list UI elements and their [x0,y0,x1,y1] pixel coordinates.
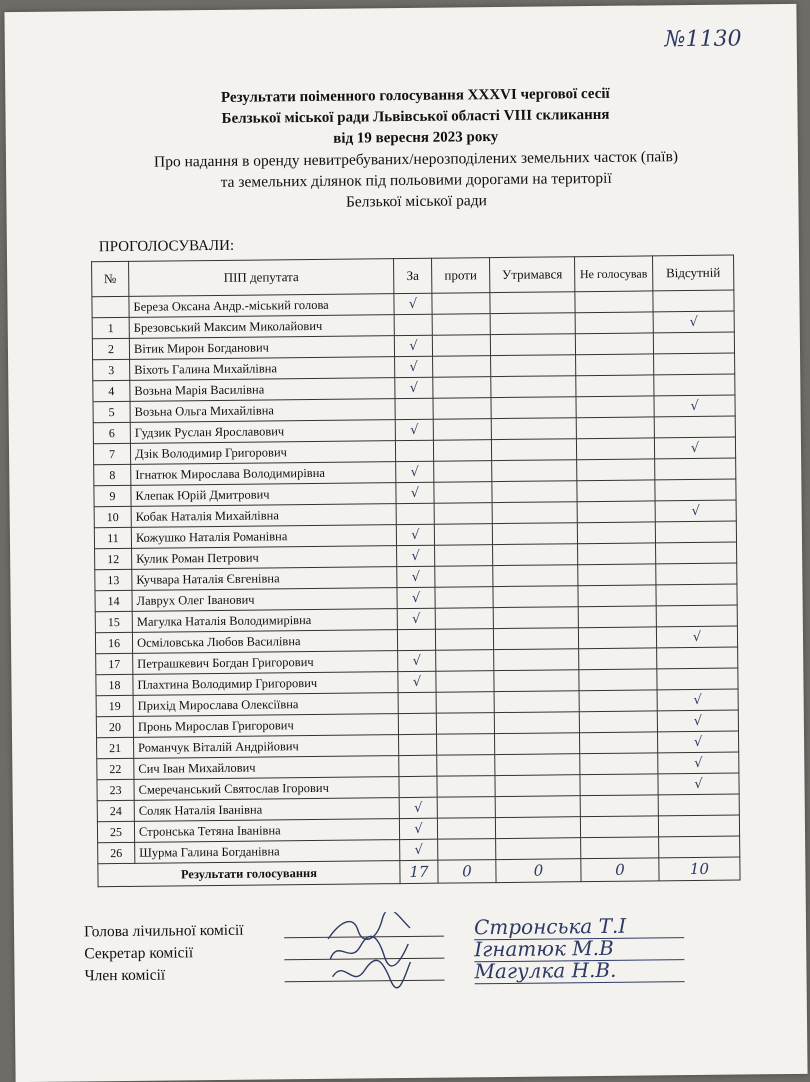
signature-name: Магулка Н.В. [474,957,684,984]
vote-ne-holosuvav-mark [580,795,658,817]
vote-ne-holosuvav-mark [581,837,659,859]
title-line: Результати поіменного голосування XXXVI чергової сесії [220,85,610,106]
vote-vidsutnii-mark [654,374,735,396]
col-header-za: За [394,258,432,293]
vote-vidsutnii-mark [656,605,737,627]
vote-ne-holosuvav-mark [575,291,653,313]
deputy-name: Прихід Мирослава Олексіївна [133,693,398,717]
vote-proty-mark [435,566,493,588]
deputy-name: Плахтина Володимир Григорович [133,672,398,696]
vote-proty-mark [435,629,493,651]
vote-utrymavsia-mark [491,355,576,377]
subject-line: та земельних ділянок під польовими дорогами на території [220,169,612,191]
vote-ne-holosuvav-mark [576,417,654,439]
vote-utrymavsia-mark [491,376,576,398]
vote-proty-mark [433,398,491,420]
vote-za-mark: √ [395,356,433,377]
vote-za-mark: √ [399,818,437,839]
vote-ne-holosuvav-mark [579,690,657,712]
vote-ne-holosuvav-mark [578,564,656,586]
vote-vidsutnii-mark [655,479,736,501]
deputy-name: Кобак Наталія Михайлівна [131,504,396,528]
vote-ne-holosuvav-mark [578,627,656,649]
vote-ne-holosuvav-mark [580,774,658,796]
deputy-name: Лаврух Олег Іванович [132,588,397,612]
vote-ne-holosuvav-mark [577,522,655,544]
vote-za-mark: √ [395,377,433,398]
vote-proty-mark [436,650,494,672]
row-number: 8 [94,464,131,485]
vote-vidsutnii-mark [653,332,734,354]
vote-ne-holosuvav-mark [579,669,657,691]
vote-utrymavsia-mark [491,418,576,440]
deputy-name: Соляк Наталія Іванівна [134,798,399,822]
deputy-name: Осміловська Любов Василівна [132,630,397,654]
row-number: 19 [96,695,133,716]
total-vidsutnii: 10 [659,857,740,881]
row-number: 25 [97,821,134,842]
vote-utrymavsia-mark [496,838,581,860]
vote-proty-mark [433,356,491,378]
vote-vidsutnii-mark [659,836,740,858]
deputy-name: Кожушко Наталія Романівна [131,525,396,549]
row-number: 15 [95,611,132,632]
vote-vidsutnii-mark [656,542,737,564]
row-number: 6 [93,422,130,443]
col-header-proty: проти [432,258,490,294]
title-line: Белзької міської ради Львівської області VIII скликання [221,106,610,127]
row-number: 3 [93,359,130,380]
document-number: №1130 [664,26,742,53]
row-number: 1 [92,317,129,338]
vote-proty-mark [436,692,494,714]
vote-vidsutnii-mark [657,647,738,669]
vote-za-mark: √ [396,461,434,482]
vote-proty-mark [435,587,493,609]
deputy-name: Смеречанський Святослав Ігорович [134,777,399,801]
vote-ne-holosuvav-mark [579,732,657,754]
row-number: 10 [94,506,131,527]
vote-proty-mark [434,524,492,546]
signatures-block [83,913,765,989]
vote-za-mark [396,503,434,524]
row-number: 2 [92,338,129,359]
deputy-name: Возьна Марія Василівна [130,378,395,402]
signature-name: Ігнатюк М.В [474,935,684,962]
vote-za-mark: √ [395,419,433,440]
vote-utrymavsia-mark [493,628,578,650]
row-number [92,296,129,317]
subject-line: Белзької міської ради [345,192,487,211]
row-number: 4 [93,380,130,401]
vote-utrymavsia-mark [495,754,580,776]
vote-proty-mark [433,377,491,399]
deputy-name: Петрашкевич Богдан Григорович [133,651,398,675]
vote-vidsutnii-mark: √ [654,395,735,417]
total-ne-holosuvav: 0 [581,858,659,882]
vote-proty-mark [437,818,495,840]
vote-proty-mark [436,713,494,735]
title-line: від 19 вересня 2023 року [333,129,499,147]
vote-utrymavsia-mark [490,292,575,314]
vote-ne-holosuvav-mark [577,459,655,481]
total-utrymavsia: 0 [496,859,581,883]
deputy-name: Клепак Юрій Дмитрович [131,483,396,507]
vote-utrymavsia-mark [492,481,577,503]
row-number: 14 [95,590,132,611]
vote-ne-holosuvav-mark [576,375,654,397]
vote-za-mark [397,629,435,650]
vote-ne-holosuvav-mark [576,396,654,418]
vote-utrymavsia-mark [491,397,576,419]
vote-ne-holosuvav-mark [575,312,653,334]
vote-utrymavsia-mark [495,817,580,839]
deputy-name: Романчук Віталій Андрійович [134,735,399,759]
vote-vidsutnii-mark: √ [654,437,735,459]
row-number: 17 [96,653,133,674]
vote-za-mark: √ [397,545,435,566]
vote-utrymavsia-mark [494,649,579,671]
signature-scrawl-icon [324,956,414,991]
vote-vidsutnii-mark [655,521,736,543]
vote-proty-mark [433,440,491,462]
row-number: 23 [97,779,134,800]
vote-utrymavsia-mark [495,775,580,797]
row-number: 7 [93,443,130,464]
vote-ne-holosuvav-mark [577,501,655,523]
vote-utrymavsia-mark [490,334,575,356]
vote-utrymavsia-mark [492,523,577,545]
vote-za-mark [399,734,437,755]
vote-za-mark: √ [396,482,434,503]
deputy-name: Стронська Тетяна Іванівна [134,819,399,843]
vote-utrymavsia-mark [493,544,578,566]
col-header-no: № [92,261,129,296]
col-header-utrymavsia: Утримався [490,257,575,293]
vote-vidsutnii-mark [658,794,739,816]
vote-za-mark: √ [394,335,432,356]
row-number: 16 [95,632,132,653]
deputy-name: Ігнатюк Мирослава Володимирівна [131,462,396,486]
vote-ne-holosuvav-mark [580,816,658,838]
row-number: 20 [96,716,133,737]
vote-proty-mark [437,734,495,756]
signature-role: Член комісії [84,966,166,985]
vote-ne-holosuvav-mark [576,354,654,376]
vote-proty-mark [432,335,490,357]
row-number: 26 [98,842,135,863]
vote-vidsutnii-mark [657,668,738,690]
vote-ne-holosuvav-mark [578,606,656,628]
vote-vidsutnii-mark: √ [658,773,739,795]
vote-table [91,255,741,888]
signature-role: Голова лічильної комісії [83,921,244,941]
vote-za-mark [398,713,436,734]
vote-vidsutnii-mark: √ [657,731,738,753]
vote-proty-mark [437,797,495,819]
subject-line: Про надання в оренду невитребуваних/нерозподілених земельних часток (паїв) [153,148,679,171]
vote-vidsutnii-mark [656,584,737,606]
vote-ne-holosuvav-mark [579,711,657,733]
vote-proty-mark [434,482,492,504]
deputy-name: Кулик Роман Петрович [132,546,397,570]
vote-ne-holosuvav-mark [580,753,658,775]
vote-za-mark [398,692,436,713]
document-page [4,4,807,1082]
vote-ne-holosuvav-mark [576,438,654,460]
vote-utrymavsia-mark [493,607,578,629]
vote-vidsutnii-mark [658,815,739,837]
vote-vidsutnii-mark [653,290,734,312]
total-za: 17 [400,860,438,883]
row-number: 11 [94,527,131,548]
vote-za-mark: √ [397,587,435,608]
signature-name: Стронська Т.І [474,913,684,940]
vote-vidsutnii-mark [654,353,735,375]
row-number: 9 [94,485,131,506]
row-number: 21 [97,737,134,758]
row-number: 24 [97,800,134,821]
vote-utrymavsia-mark [494,670,579,692]
vote-utrymavsia-mark [492,502,577,524]
deputy-name: Сич Іван Михайлович [134,756,399,780]
vote-za-mark [394,314,432,335]
vote-proty-mark [434,503,492,525]
vote-za-mark: √ [397,566,435,587]
signature-role: Секретар комісії [84,944,194,963]
vote-ne-holosuvav-mark [578,543,656,565]
vote-utrymavsia-mark [494,691,579,713]
vote-za-mark: √ [397,608,435,629]
vote-proty-mark [438,839,496,861]
vote-proty-mark [435,545,493,567]
row-number: 18 [96,674,133,695]
vote-proty-mark [436,671,494,693]
vote-ne-holosuvav-mark [578,585,656,607]
row-number: 22 [97,758,134,779]
vote-vidsutnii-mark: √ [655,500,736,522]
vote-proty-mark [433,419,491,441]
vote-proty-mark [432,314,490,336]
vote-utrymavsia-mark [494,712,579,734]
deputy-name: Береза Оксана Андр.-міський голова [129,294,394,318]
vote-utrymavsia-mark [493,586,578,608]
vote-za-mark [395,398,433,419]
vote-za-mark [399,755,437,776]
row-number: 5 [93,401,130,422]
vote-za-mark: √ [398,650,436,671]
vote-za-mark [399,776,437,797]
vote-za-mark: √ [399,797,437,818]
col-header-vidsutnii: Відсутній [653,255,734,291]
vote-proty-mark [435,608,493,630]
vote-utrymavsia-mark [495,733,580,755]
vote-vidsutnii-mark: √ [657,689,738,711]
vote-proty-mark [437,776,495,798]
vote-ne-holosuvav-mark [577,480,655,502]
vote-vidsutnii-mark [656,563,737,585]
col-header-name: ПІП депутата [129,259,394,297]
deputy-name: Возьна Ольга Михайлівна [130,399,395,423]
vote-vidsutnii-mark: √ [657,710,738,732]
vote-za-mark: √ [400,839,438,860]
col-header-ne-holosuvav: Не голосував [575,256,653,292]
voted-label: ПРОГОЛОСУВАЛИ: [98,237,235,256]
deputy-name: Гудзик Руслан Ярославович [130,420,395,444]
deputy-name: Вітик Мирон Богданович [129,336,394,360]
document-header [65,82,766,215]
table-body [92,290,740,864]
vote-vidsutnii-mark [655,458,736,480]
vote-za-mark: √ [398,671,436,692]
vote-utrymavsia-mark [491,439,576,461]
vote-vidsutnii-mark [654,416,735,438]
vote-utrymavsia-mark [492,460,577,482]
vote-utrymavsia-mark [490,313,575,335]
vote-vidsutnii-mark: √ [656,626,737,648]
totals-label: Результати голосування [98,861,400,887]
vote-proty-mark [434,461,492,483]
vote-utrymavsia-mark [493,565,578,587]
deputy-name: Пронь Мирослав Григорович [133,714,398,738]
vote-za-mark: √ [396,524,434,545]
deputy-name: Магулка Наталія Володимирівна [132,609,397,633]
deputy-name: Кучвара Наталія Євгенівна [132,567,397,591]
deputy-name: Брезовський Максим Миколайович [129,315,394,339]
vote-za-mark: √ [394,293,432,314]
deputy-name: Дзік Володимир Григорович [130,441,395,465]
total-proty: 0 [438,860,496,884]
row-number: 12 [95,548,132,569]
vote-vidsutnii-mark: √ [658,752,739,774]
vote-za-mark [395,440,433,461]
vote-ne-holosuvav-mark [579,648,657,670]
row-number: 13 [95,569,132,590]
deputy-name: Шурма Галина Богданівна [135,840,400,864]
vote-proty-mark [432,293,490,315]
deputy-name: Віхоть Галина Михайлівна [130,357,395,381]
vote-utrymavsia-mark [495,796,580,818]
vote-proty-mark [437,755,495,777]
vote-ne-holosuvav-mark [575,333,653,355]
vote-vidsutnii-mark: √ [653,311,734,333]
